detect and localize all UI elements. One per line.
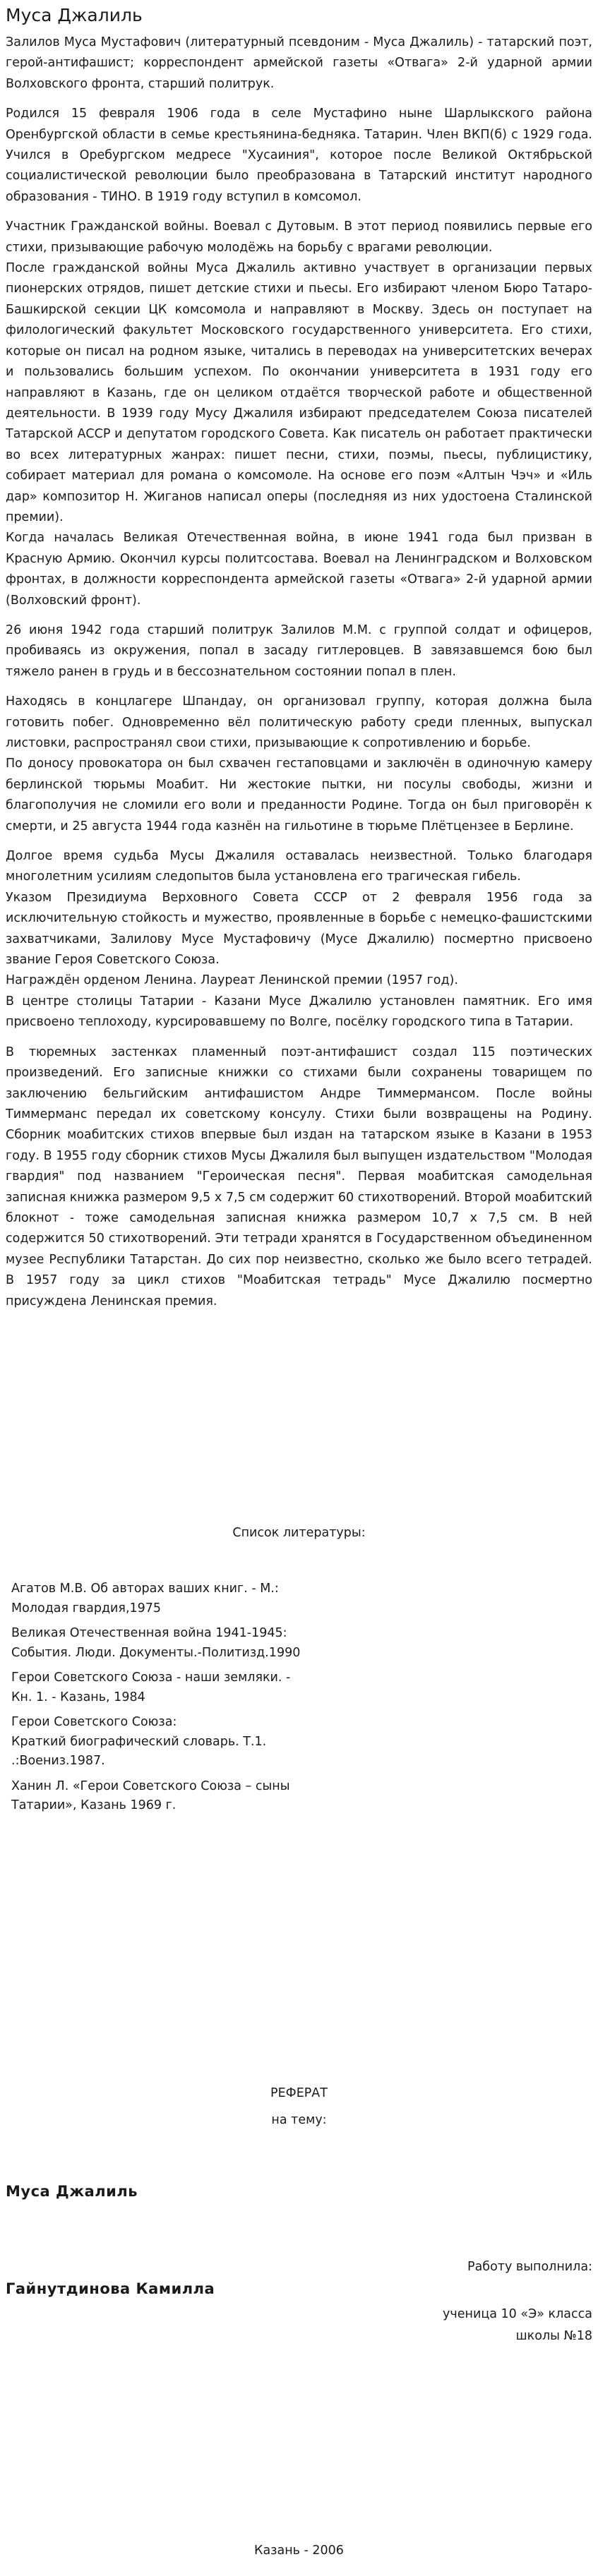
cover-topic: Муса Джалиль xyxy=(6,2183,138,2200)
cover-done-by-label: Работу выполнила: xyxy=(467,2260,592,2274)
paragraph-birth: Родился 15 февраля 1906 года в селе Мустафино ныне Шарлыкского района Оренбургской области в семье крестьянина-бедняка. Татарин. Член ВКП(б) с 1929 года. Учился в Оребургском медресе "Хусаиния", которое после Великой Октябрьской социалистической революции было преобразована в Татарский институт народного образования - ТИНО. В 1919 году вступил в комсомол. xyxy=(6,107,592,204)
document-title: Муса Джалиль xyxy=(6,5,143,25)
paragraph-civil-war: Участник Гражданской войны. Воевал с Дутовым. В этот период появились первые его стихи, призывающие рабочую молодёжь на борьбу с врагами революции. После гражданской войны Муса Джалиль активно участвует в организации первых пионерских отрядов, пишет детские стихи и пьесы. Его избирают членом Бюро Татаро-Башкирской секции ЦК комсомола и направляют в Москву. Здесь он поступает на филологический факультет Московского государственного университета. Его стихи, которые он писал на родном языке, читались в переводах на университетских вечерах и пользовались большим успехом. По окончании университета в 1931 году его направляют в Казань, где он целиком отдаётся творческой работе и общественной деятельности. В 1939 году Мусу Джалиля избирают председателем Союза писателей Татарской АССР и депутатом городского Совета. Как писатель он работает практически во всех литературных жанрах: пишет песни, стихи, поэмы, пьесы, публицистику, собирает материал для романа о комсомоле. На основе его поэм «Алтын Чэч» и «Иль дар» композитор Н. Жиганов написал оперы (последняя из них удостоена Сталинской премии). Когда началась Великая Отечественная война, в июне 1941 года был призван в Красную Армию. Окончил курсы политсостава. Воевал на Ленинградском и Волховском фронтах, в должности корреспондента армейской газеты «Отвага» 2-й ударной армии (Волховский фронт). xyxy=(6,219,592,608)
paragraph-intro: Залилов Муса Мустафович (литературный псевдоним - Муса Джалиль) - татарский поэт, герой-антифашист; корреспондент армейской газеты «Отвага» 2-й ударной армии Волховского фронта, старший политрук. xyxy=(6,35,592,91)
paragraph-captivity: 26 июня 1942 года старший политрук Залилов М.М. с группой солдат и офицеров, пробиваясь из окружения, попал в засаду гитлеровцев. В завязавшемся бою был тяжело ранен в грудь и в бессознательном состоянии попал в плен. xyxy=(6,622,592,679)
reference-item: Ханин Л. «Герои Советского Союза – сыны Татарии», Казань 1969 г. xyxy=(11,1778,290,1812)
cover-author-name: Гайнутдинова Камилла xyxy=(6,2280,215,2297)
reference-item: Агатов М.В. Об авторах ваших книг. - М.: Молодая гвардия,1975 xyxy=(11,1582,279,1615)
paragraph-moabit: В тюремных застенках пламенный поэт-антифашист создал 115 поэтических произведений. Его записные книжки со стихами были сохранены товарищем по заключению бельгийским антифашистом Андре Тиммермансом. После войны Тиммерманс передал их советскому консулу. Стихи были возвращены на Родину. Сборник моабитских стихов впервые был издан на татарском языке в Казани в 1953 году. В 1955 году сборник стихов Мусы Джалиля был выпущен издательством "Молодая гвардия" под названием "Героическая песня". Первая моабитская самодельная записная книжка размером 9,5 х 7,5 см содержит 60 стихотворений. Второй моабитский блокнот - тоже самодельная записная книжка размером 10,7 х 7,5 см. В ней содержится 50 стихотворений. Эти тетради хранятся в Государственном объединенном музее Республики Татарстан. До сих пор неизвестно, сколько же было всего тетрадей. В 1957 году за цикл стихов "Моабитская тетрадь" Мусе Джалилю посмертно присуждена Ленинская премия. xyxy=(6,1045,592,1308)
cover-subject-label: на тему: xyxy=(271,2113,327,2127)
cover-referat-label: РЕФЕРАТ xyxy=(270,2086,328,2100)
reference-item: Великая Отечественная война 1941-1945: События. Люди. Документы.-Политизд.1990 xyxy=(11,1626,301,1660)
references-list xyxy=(11,1579,322,1822)
paragraph-spandau: Находясь в концлагере Шпандау, он организовал группу, которая должна была готовить побег. Одновременно вёл политическую работу среди пленных, выпускал листовки, распространял свои стихи, призывающие к сопротивлению и борьбе. По доносу провокатора он был схвачен гестаповцами и заключён в одиночную камеру берлинской тюрьмы Моабит. Ни жестокие пытки, ни посулы свободы, жизни и благополучия не сломили его воли и преданности Родине. Тогда он был приговорён к смерти, и 25 августа 1944 года казнён на гильотине в тюрьме Плётцензее в Берлине. xyxy=(6,694,592,833)
reference-item: Герои Советского Союза - наши земляки. - Кн. 1. - Казань, 1984 xyxy=(11,1671,291,1704)
article-body xyxy=(6,32,592,1321)
reference-item: Герои Советского Союза: Краткий биографический словарь. Т.1. .:Воениз.1987. xyxy=(11,1715,267,1768)
cover-student-info xyxy=(443,2304,592,2347)
cover-student-class: ученица 10 «Э» класса xyxy=(443,2307,592,2321)
cover-city-year: Казань - 2006 xyxy=(254,2544,344,2558)
cover-student-school: школы №18 xyxy=(515,2329,592,2343)
paragraph-fate: Долгое время судьба Мусы Джалиля оставалась неизвестной. Только благодаря многолетним усилиям следопытов была установлена его трагическая гибель. Указом Президиума Верховного Совета СССР от 2 февраля 1956 года за исключительную стойкость и мужество, проявленные в борьбе с немецко-фашистскими захватчиками, Залилову Мусе Мустафовичу (Мусе Джалилю) посмертно присвоено звание Героя Советского Союза. Награждён орденом Ленина. Лауреат Ленинской премии (1957 год). В центре столицы Татарии - Казани Мусе Джалилю установлен памятник. Его имя присвоено теплоходу, курсировавшему по Волге, посёлку городского типа в Татарии. xyxy=(6,849,592,1030)
references-title: Список литературы: xyxy=(232,1526,366,1540)
